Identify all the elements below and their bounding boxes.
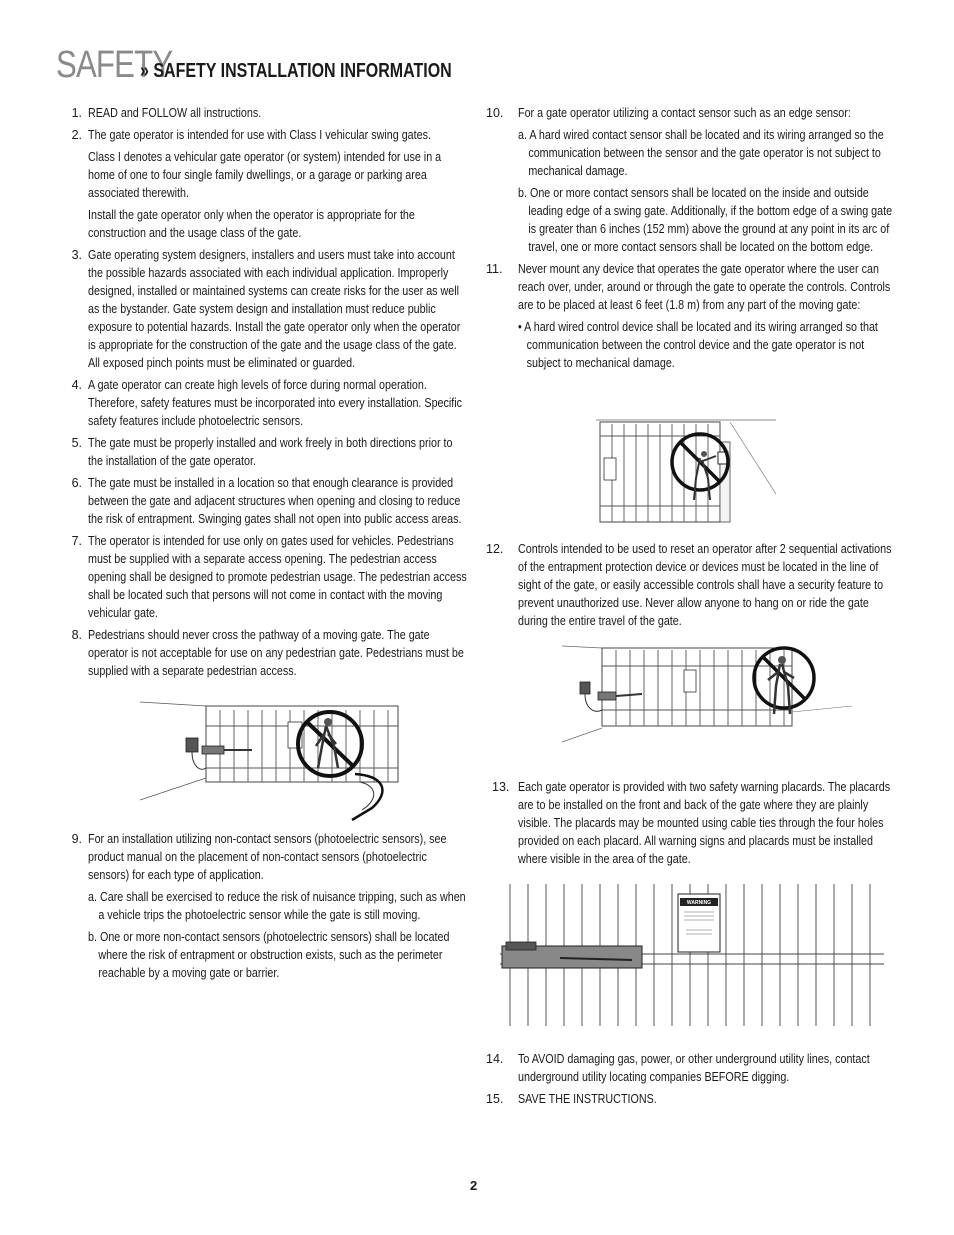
item-text: SAVE THE INSTRUCTIONS. [518,1092,657,1106]
item-number: 14. [486,1052,504,1066]
list-item [478,104,900,256]
item-number: 7. [71,534,82,548]
list-item [60,532,470,622]
right-column [478,104,900,376]
item-number: 15. [486,1092,504,1106]
item-number: 13. [492,780,510,794]
sub-item-b: b. One or more non-contact sensors (photoelectric sensors) shall be located where the risk of entrapment or obstruction exists, such as the perimeter reachable by a moving gate or barrier. [88,930,450,980]
item-text: Each gate operator is provided with two safety warning placards. The placards are to be installed on the front and back of the gate where they are plainly visible. The placards may be mounted using cable ties through the four holes provided on each placard. All warning signs and placards must be installed where visible in the area of the gate. [518,780,891,866]
sub-item-a: a. A hard wired contact sensor shall be located and its wiring arranged so the communication between the sensor and the gate operator is not subject to mechanical damage. [518,128,884,178]
item-number: 8. [71,628,82,642]
item-number: 12. [486,542,504,556]
item-text: A gate operator can create high levels of force during normal operation. Therefore, safety features must be incorporated into every installation. Specific safety features include photoelectric sensors. [88,378,463,428]
item-paragraph: Install the gate operator only when the operator is appropriate for the construction and the usage class of the gate. [88,208,415,240]
list-item [60,434,470,470]
reach-through-prohibited-figure [596,418,776,532]
item-text: Gate operating system designers, installers and users must take into account the possible hazards associated with each individual application. Improperly designed, installed or maintained systems can create risks for the user as well as the bystander. Gate system design and installation must reduce public exposure to potential hazards. Install the gate operator only when the operator is appropriate for the construction of the gate and the usage class of the gate. All exposed pinch points must be eliminated or guarded. [88,248,461,370]
item-number: 3. [71,248,82,262]
list-item [478,778,900,868]
list-item [60,830,470,982]
bullet-item: • A hard wired control device shall be located and its wiring arranged so that communication between the control device and the gate operator is not subject to mechanical damage. [518,320,878,370]
item-text: Never mount any device that operates the gate operator where the user can reach over, under, around or through the gate to operate the controls. Controls are to be placed at least 6 feet (1.8 m) from any part of the moving gate: [518,262,891,312]
item-text: The gate must be installed in a location so that enough clearance is provided between the gate and adjacent structures when opening and closing to reduce the risk of entrapment. Swinging gates shall not open into public access areas. [88,476,462,526]
section-subtitle: » SAFETY INSTALLATION INFORMATION [140,60,452,82]
item-number: 11. [486,262,503,276]
list-item [60,126,470,242]
page-header [56,44,452,87]
item-text: For a gate operator utilizing a contact sensor such as an edge sensor: [518,106,851,120]
item-13-block [478,778,900,872]
item-paragraph: Class I denotes a vehicular gate operator (or system) intended for use in a home of one to four single family dwellings, or a garage or parking area associated therewith. [88,150,442,200]
item-text: For an installation utilizing non-contact sensors (photoelectric sensors), see product manual on the placement of non-contact sensors (photoelectric sensors) for each type of application. [88,832,447,882]
item-number: 2. [71,128,82,142]
list-item [478,1090,900,1108]
items-14-15-block [478,1050,900,1112]
riding-gate-prohibited-figure [562,642,852,744]
list-item [60,474,470,528]
list-item [478,260,900,372]
item-number: 4. [71,378,82,392]
pedestrian-prohibited-figure [140,696,410,826]
item-number: 10. [486,106,504,120]
item-number: 9. [71,832,82,846]
list-item [60,626,470,680]
warning-placard-figure [500,884,884,1030]
item-text: Controls intended to be used to reset an operator after 2 sequential activations of the entrapment protection device or devices must be located in the line of sight of the gate, or easily accessible controls shall have a security feature to prevent unauthorized use. Never allow anyone to hang on or ride the gate during the entire travel of the gate. [518,542,892,628]
section-title: SAFETY [56,44,173,86]
item-text: The gate operator is intended for use with Class I vehicular swing gates. [88,128,431,142]
item-9-block [60,830,470,986]
list-item [60,104,470,122]
left-column [60,104,470,684]
list-item [60,246,470,372]
placard-title: WARNING [686,900,712,906]
item-text: To AVOID damaging gas, power, or other underground utility lines, contact underground utility locating companies BEFORE digging. [518,1052,870,1084]
item-number: 1. [71,106,82,120]
item-12-block [478,540,900,634]
item-text: Pedestrians should never cross the pathway of a moving gate. The gate operator is not acceptable for use on any pedestrian gate. Pedestrians must be supplied with a separate pedestrian access. [88,628,464,678]
item-text: The operator is intended for use only on gates used for vehicles. Pedestrians must be supplied with a separate access opening. The pedestrian access opening shall be designed to promote pedestrian usage. The pedestrian access shall be located such that persons will not come in contact with the moving vehicular gate. [88,534,467,620]
list-item [60,376,470,430]
sub-item-b: b. One or more contact sensors shall be located on the inside and outside leading edge of a swing gate. Additionally, if the bottom edge of a swing gate is greater than 6 inches (152 mm) above the ground at any point in its arc of travel, one or more contact sensors shall be located on the bottom edge. [518,186,893,254]
page-number: 2 [470,1178,478,1193]
item-number: 5. [71,436,82,450]
item-text: The gate must be properly installed and work freely in both directions prior to the installation of the gate operator. [88,436,453,468]
sub-item-a: a. Care shall be exercised to reduce the risk of nuisance tripping, such as when a vehicle trips the photoelectric sensor while the gate is still moving. [88,890,466,922]
list-item [478,540,900,630]
list-item [478,1050,900,1086]
item-text: READ and FOLLOW all instructions. [88,106,262,120]
item-number: 6. [71,476,82,490]
